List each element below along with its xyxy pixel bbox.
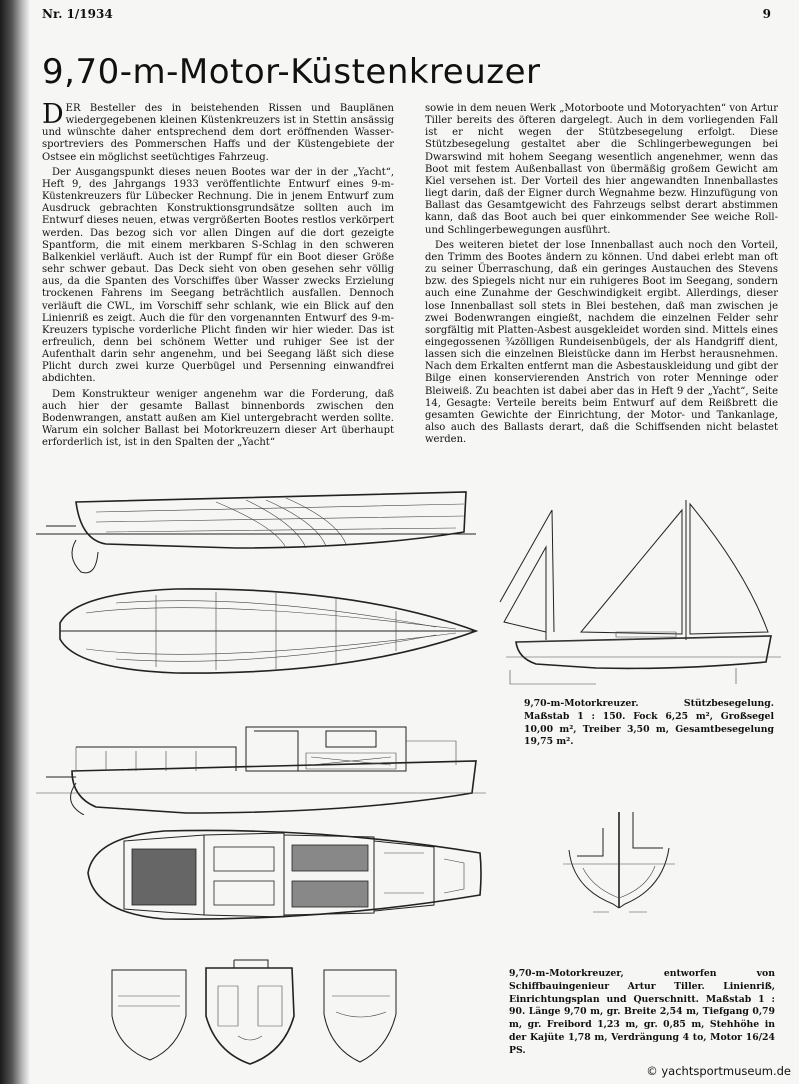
- lines-plan-top-view-drawing: [56, 583, 480, 681]
- cross-sections-drawing: [108, 956, 400, 1068]
- caption-sail-plan: 9,70-m-Motorkreuzer. Stützbesegelung. Maßstab 1 : 150. Fock 6,25 m², Großsegel 10,00 m², Treiber 3,50 m, Gesamtbesegelung 19,75 m².: [524, 698, 774, 748]
- copyright-watermark: © yachtsportmuseum.de: [646, 1064, 791, 1078]
- text-column-right: [425, 103, 778, 449]
- accommodation-plan-drawing: [84, 823, 484, 927]
- binding-shadow: [0, 0, 30, 1084]
- paragraph: Der Ausgangspunkt dieses neuen Bootes war der in der „Yacht“, Heft 9, des Jahrgangs 1933 veröffentlichte Entwurf eines 9-m-Küstenkreuzers für Lübecker Rechnung. Die in jenem Entwurf zum Ausdruck gebrachten Konstruktionsgrundsätze sollten auch im Entwurf dieses neuen, etwas vergrößerten Bootes restlos verkörpert werden. Das bezog sich vor allen Dingen auf die dort gezeigte Spantform, die mit einem merkbaren S-Schlag in den schweren Balkenkiel verläuft. Auch ist der Rumpf für ein Boot dieser Größe sehr schwer gebaut. Das Deck sieht von oben gesehen sehr völlig aus, da die Spanten des Vorschiffes über Wasser zwecks Erzielung trockenen Fahrens im Seegang beträchtlich ausfallen. Dennoch verläuft die CWL, im Vorschiff sehr schlank, wie ein Blick auf den Linienriß es zeigt. Auch die für den vorgenannten Entwurf des 9-m-Kreuzers typische vorderliche Plicht finden wir hier wieder. Das ist erfreulich, denn bei schönem Wetter und ruhiger See ist der Aufenthalt darin sehr angenehm, und bei Seegang läßt sich diese Plicht durch zwei kurze Querbügel und Persenning einwandfrei abdichten.: [42, 166, 394, 385]
- article-title: 9,70-m-Motor-Küstenkreuzer: [42, 52, 541, 92]
- text-column-left: [42, 99, 394, 452]
- paragraph: DER Besteller des in beistehenden Rissen und Bauplänen wiedergegebenen kleinen Küstenkreuzers ist in Stettin ansässig und wünschte daher entsprechend dem dort eröffnenden Wassersportreviers des Pommerschen Haffs und der Küstengebiete der Ostsee ein möglichst seetüchtiges Fahrzeug.: [42, 99, 394, 163]
- paragraph: Dem Konstrukteur weniger angenehm war die Forderung, daß auch hier der gesamte Ballast binnenbords zwischen den Bodenwrangen, anstatt außen am Kiel untergebracht werden sollte. Warum ein solcher Ballast bei Motorkreuzern dieser Art überhaupt erforderlich ist, ist in den Spalten der „Yacht“: [42, 388, 394, 449]
- issue-number: Nr. 1/1934: [42, 7, 113, 21]
- drop-cap: D: [42, 99, 64, 130]
- caption-plans: 9,70-m-Motorkreuzer, entworfen von Schiffbauingenieur Artur Tiller. Linienriß, Einrichtungsplan und Querschnitt. Maßstab 1 : 90. Länge 9,70 m, gr. Breite 2,54 m, Tiefgang 0,79 m, gr. Freibord 1,23 m, gr. 0,85 m, Stehhöhe in der Kajüte 1,78 m, Verdrängung 4 to, Motor 16/24 PS.: [509, 968, 775, 1056]
- sail-plan-drawing: [496, 482, 786, 694]
- paragraph: sowie in dem neuen Werk „Motorboote und Motoryachten“ von Artur Tiller bereits des öfteren dargelegt. Auch in dem vorliegenden Fall ist er nicht wegen der Stützbesegelung erfolgt. Diese Stützbesegelung gestaltet aber die Schlingerbewegungen bei Dwarswind mit hohem Seegang wesentlich angenehmer, wenn das Boot mit festem Außenballast von übermäßig großem Gewicht am Kiel versehen ist. Der Vorteil des hier angewandten Innenballastes liegt darin, daß der Eigner durch Wegnahme bezw. Hinzufügung von Ballast das Gesamtgewicht des Fahrzeugs selbst derart abstimmen kann, daß das Boot auch bei quer einkommender See weiche Roll- und Schlingerbewegungen ausführt.: [425, 103, 778, 236]
- midship-section-drawing: [563, 808, 675, 914]
- lines-plan-profile-drawing: [36, 482, 476, 582]
- paragraph: Des weiteren bietet der lose Innenballast auch noch den Vorteil, den Trimm des Bootes ändern zu können. Und dabei erlebt man oft zu seiner Überraschung, daß ein geringes Austauchen des Stevens bzw. des Spiegels nicht nur ein ruhigeres Boot im Seegang, sondern auch eine Zunahme der Geschwindigkeit ergibt. Allerdings, dieser lose Innenballast soll stets in Blei bestehen, daß man zwischen je zwei Bodenwrangen eingießt, nachdem die einzelnen Felder sehr sorgfältig mit Platten-Asbest ausgekleidet worden sind. Mittels eines eingegossenen ¾zölligen Rundeisenbügels, der als Handgriff dient, lassen sich die einzelnen Bleistücke dann im Herbst herausnehmen. Nach dem Erkalten entfernt man die Asbestauskleidung und gibt der Bilge einen konservierenden Anstrich von roter Menninge oder Bleiweiß. Zu beachten ist dabei aber das in Heft 9 der „Yacht“, Seite 14, Gesagte: Verteile bereits beim Entwurf auf dem Reißbrett die gesamten Gewichte der Einrichtung, der Motor- und Tankanlage, also auch des Ballasts derart, daß die Schiffsenden nicht belastet werden.: [425, 239, 778, 446]
- page-number: 9: [762, 7, 771, 21]
- accommodation-profile-drawing: [36, 717, 486, 815]
